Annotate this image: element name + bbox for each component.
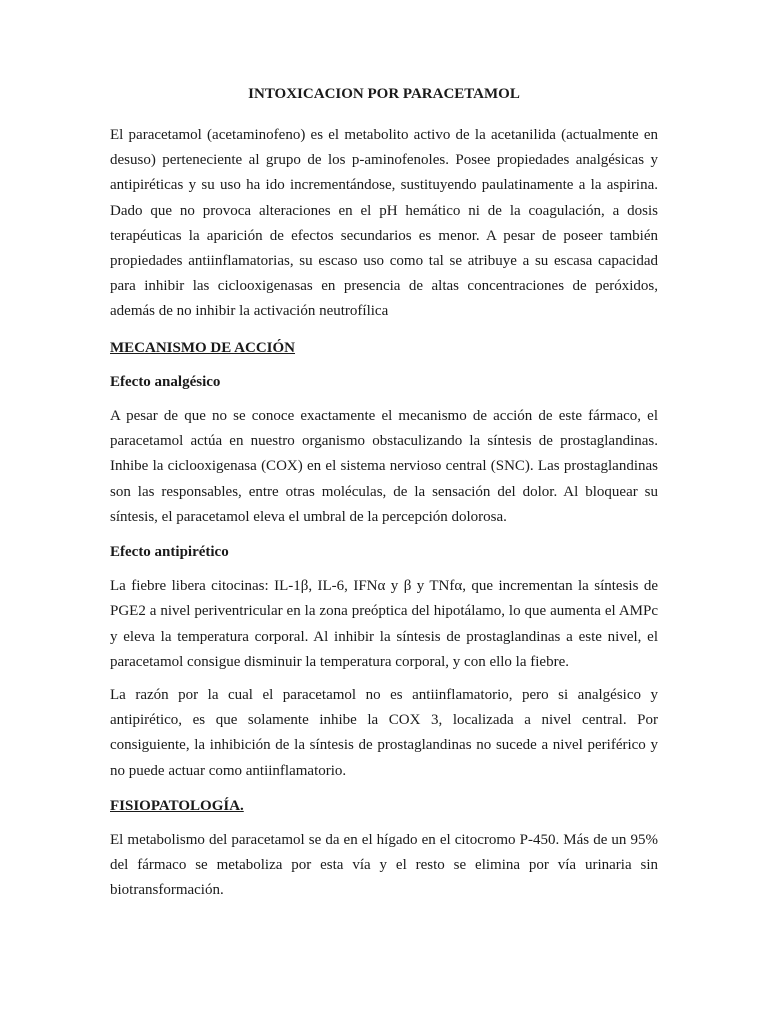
document-page [110,76,658,912]
antipiretico-paragraph: La fiebre libera citocinas: IL-1β, IL-6, IFNα y β y TNfα, que incrementan la síntesis de PGE2 a nivel periventricular en la zona preóptica del hipotálamo, lo que aumenta el AMPc y eleva la temperatura corporal. Al inhibir la síntesis de prostaglandinas a este nivel, el paracetamol consigue disminuir la temperatura corporal, y con ello la fiebre. [110,578,658,670]
subheading-efecto-analgesico: Efecto analgésico [110,373,221,390]
subheading-efecto-antipiretico: Efecto antipirético [110,544,229,561]
section-heading-fisiopatologia: FISIOPATOLOGÍA. [110,797,244,814]
fisiopatologia-paragraph: El metabolismo del paracetamol se da en el hígado en el citocromo P-450. Más de un 95% del fármaco se metaboliza por esta vía y el resto se elimina por vía urinaria sin biotransformación. [110,832,658,899]
document-title: INTOXICACION POR PARACETAMOL [248,86,520,102]
analgesico-paragraph: A pesar de que no se conoce exactamente el mecanismo de acción de este fármaco, el paracetamol actúa en nuestro organismo obstaculizando la síntesis de prostaglandinas. Inhibe la ciclooxigenasa (COX) en el sistema nervioso central (SNC). Las prostaglandinas son las responsables, entre otras moléculas, de la sensación del dolor. Al bloquear su síntesis, el paracetamol eleva el umbral de la percepción dolorosa. [110,408,658,525]
intro-paragraph: El paracetamol (acetaminofeno) es el metabolito activo de la acetanilida (actualmente en desuso) perteneciente al grupo de los p-aminofenoles. Posee propiedades analgésicas y antipiréticas y su uso ha ido incrementándose, sustituyendo paulatinamente a la aspirina. Dado que no provoca alteraciones en el pH hemático ni de la coagulación, a dosis terapéuticas la aparición de efectos secundarios es menor. A pesar de poseer también propiedades antiinflamatorias, su escaso uso como tal se atribuye a su escasa capacidad para inhibir las ciclooxigenasas en presencia de altas concentraciones de peróxidos, además de no inhibir la activación neutrofílica [110,127,658,320]
razon-paragraph: La razón por la cual el paracetamol no es antiinflamatorio, pero si analgésico y antipirético, es que solamente inhibe la COX 3, localizada a nivel central. Por consiguiente, la inhibición de la síntesis de prostaglandinas no sucede a nivel periférico y no puede actuar como antiinflamatorio. [110,687,658,779]
section-heading-mecanismo: MECANISMO DE ACCIÓN [110,339,296,356]
